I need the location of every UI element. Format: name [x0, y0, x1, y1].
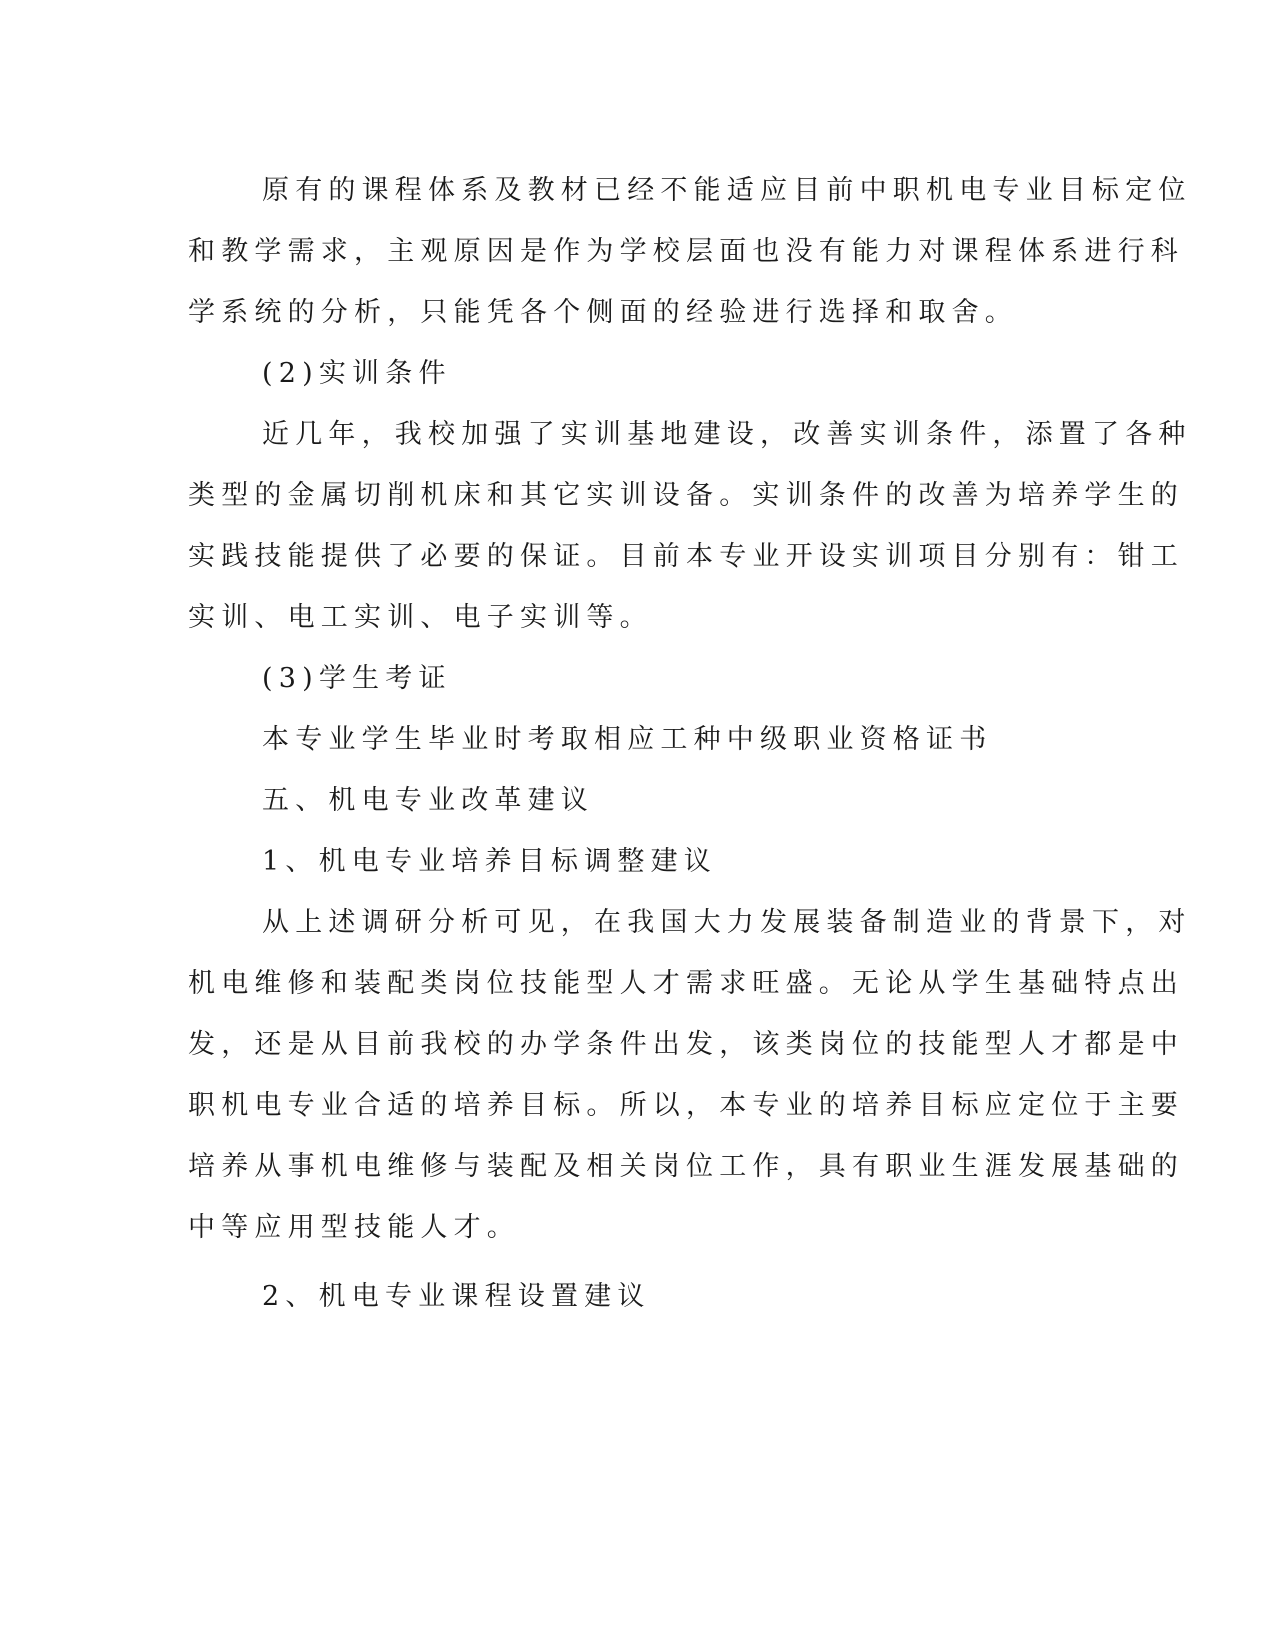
paragraph-line: 中等应用型技能人才。: [188, 1212, 520, 1243]
paragraph-line: 类型的金属切削机床和其它实训设备。实训条件的改善为培养学生的: [188, 480, 1184, 511]
paragraph-line: 学系统的分析，只能凭各个侧面的经验进行选择和取舍。: [188, 297, 1018, 328]
section-heading: (3)学生考证: [262, 663, 452, 694]
document-body: [188, 160, 1192, 1327]
section-heading: 1、机电专业培养目标调整建议: [262, 846, 717, 877]
paragraph-line: 职机电专业合适的培养目标。所以，本专业的培养目标应定位于主要: [188, 1090, 1184, 1121]
paragraph-line: 实践技能提供了必要的保证。目前本专业开设实训项目分别有：钳工: [188, 541, 1184, 572]
paragraph-line: 培养从事机电维修与装配及相关岗位工作，具有职业生涯发展基础的: [188, 1151, 1184, 1182]
paragraph-line: 原有的课程体系及教材已经不能适应目前中职机电专业目标定位: [262, 175, 1192, 206]
paragraph-line: 近几年，我校加强了实训基地建设，改善实训条件，添置了各种: [262, 419, 1192, 450]
section-heading: (2)实训条件: [262, 358, 452, 389]
paragraph-line: 和教学需求，主观原因是作为学校层面也没有能力对课程体系进行科: [188, 236, 1184, 267]
paragraph-line: 机电维修和装配类岗位技能型人才需求旺盛。无论从学生基础特点出: [188, 968, 1184, 999]
paragraph-line: 本专业学生毕业时考取相应工种中级职业资格证书: [262, 724, 993, 755]
paragraph-line: 从上述调研分析可见，在我国大力发展装备制造业的背景下，对: [262, 907, 1192, 938]
section-heading: 五、机电专业改革建议: [262, 785, 594, 816]
paragraph-line: 实训、电工实训、电子实训等。: [188, 602, 653, 633]
paragraph-line: 发，还是从目前我校的办学条件出发，该类岗位的技能型人才都是中: [188, 1029, 1184, 1060]
section-heading: 2、机电专业课程设置建议: [262, 1281, 651, 1312]
